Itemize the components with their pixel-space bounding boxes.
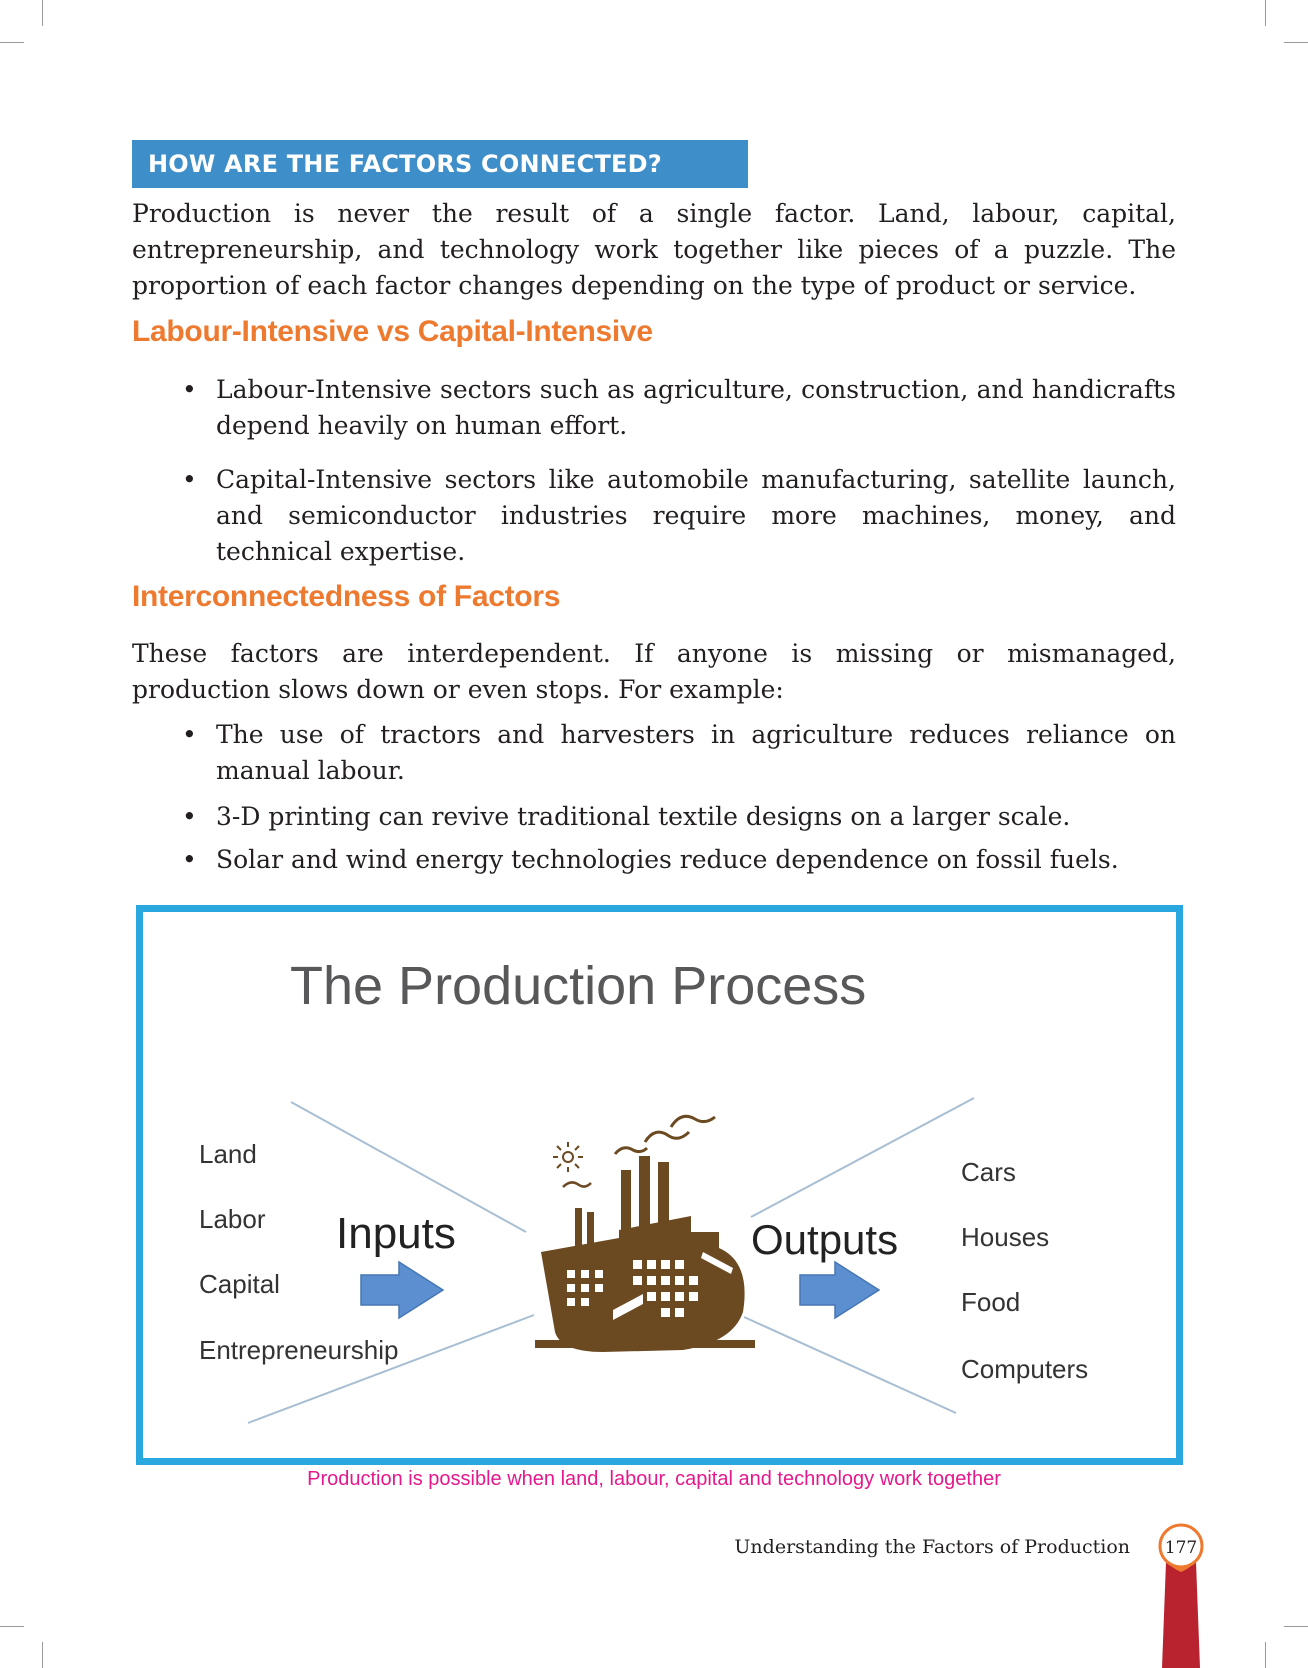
crop-mark — [1284, 1626, 1308, 1627]
output-computers: Computers — [961, 1354, 1089, 1384]
connector-line — [751, 1098, 974, 1217]
bullet-icon: • — [182, 845, 197, 874]
outputs-arrow-icon — [800, 1262, 879, 1318]
list-item-text: 3-D printing can revive traditional textile designs on a larger scale. — [216, 802, 1071, 831]
crop-mark — [42, 0, 43, 26]
list-item-text: Capital-Intensive sectors like automobile manufacturing, satellite launch, and semiconductor industries require more machines, money, and technical expertise. — [216, 465, 1176, 566]
crop-mark — [42, 1642, 43, 1668]
crop-mark — [1284, 42, 1308, 43]
crop-mark — [0, 42, 24, 43]
output-houses: Houses — [961, 1222, 1050, 1252]
heading-interconnectedness: Interconnectedness of Factors — [132, 580, 561, 613]
bullet-icon: • — [182, 720, 197, 749]
crop-mark — [0, 1626, 24, 1627]
page-ribbon-icon — [1162, 1562, 1200, 1668]
production-process-diagram — [143, 912, 1176, 1458]
inter-paragraph: These factors are interdependent. If anyone is missing or mismanaged, production slows down or even stops. For example: — [132, 639, 1176, 704]
footer-chapter-title: Understanding the Factors of Production — [734, 1536, 1130, 1558]
list-item — [182, 462, 1176, 570]
list-item — [182, 842, 1176, 878]
connector-line — [744, 1317, 956, 1413]
page-number-badge — [1158, 1522, 1204, 1668]
input-land: Land — [199, 1139, 257, 1169]
section-banner — [132, 140, 748, 188]
connector-line — [248, 1315, 534, 1423]
input-labor: Labor — [199, 1204, 266, 1234]
crop-mark — [1265, 0, 1266, 26]
output-cars: Cars — [961, 1157, 1016, 1187]
production-process-figure — [136, 905, 1183, 1465]
input-entrepreneurship: Entrepreneurship — [199, 1335, 399, 1365]
list-item — [182, 799, 1176, 835]
list-item — [182, 717, 1176, 789]
figure-title: The Production Process — [290, 956, 867, 1016]
list-item-text: Solar and wind energy technologies reduce dependence on fossil fuels. — [216, 845, 1119, 874]
bullet-icon: • — [182, 375, 197, 404]
intro-paragraph: Production is never the result of a single factor. Land, labour, capital, entrepreneurship, and technology work together like pieces of a puzzle. The proportion of each factor changes depending on the type of product or service. — [132, 199, 1176, 300]
list-item — [182, 372, 1176, 444]
figure-caption: Production is possible when land, labour, capital and technology work together — [307, 1468, 1001, 1490]
heading-labour-capital: Labour-Intensive vs Capital-Intensive — [132, 315, 653, 348]
list-item-text: Labour-Intensive sectors such as agriculture, construction, and handicrafts depend heavily on human effort. — [216, 375, 1176, 440]
factory-icon — [535, 1116, 755, 1352]
page-number: 177 — [1164, 1538, 1198, 1558]
crop-mark — [1265, 1642, 1266, 1668]
inputs-arrow-icon — [361, 1262, 443, 1318]
inputs-label: Inputs — [336, 1209, 456, 1258]
input-capital: Capital — [199, 1269, 280, 1299]
bullet-icon: • — [182, 802, 197, 831]
outputs-label: Outputs — [751, 1216, 899, 1263]
output-food: Food — [961, 1287, 1021, 1317]
list-item-text: The use of tractors and harvesters in agriculture reduces reliance on manual labour. — [216, 720, 1176, 785]
bullet-icon: • — [182, 465, 197, 494]
section-banner-text: HOW ARE THE FACTORS CONNECTED? — [148, 150, 662, 178]
